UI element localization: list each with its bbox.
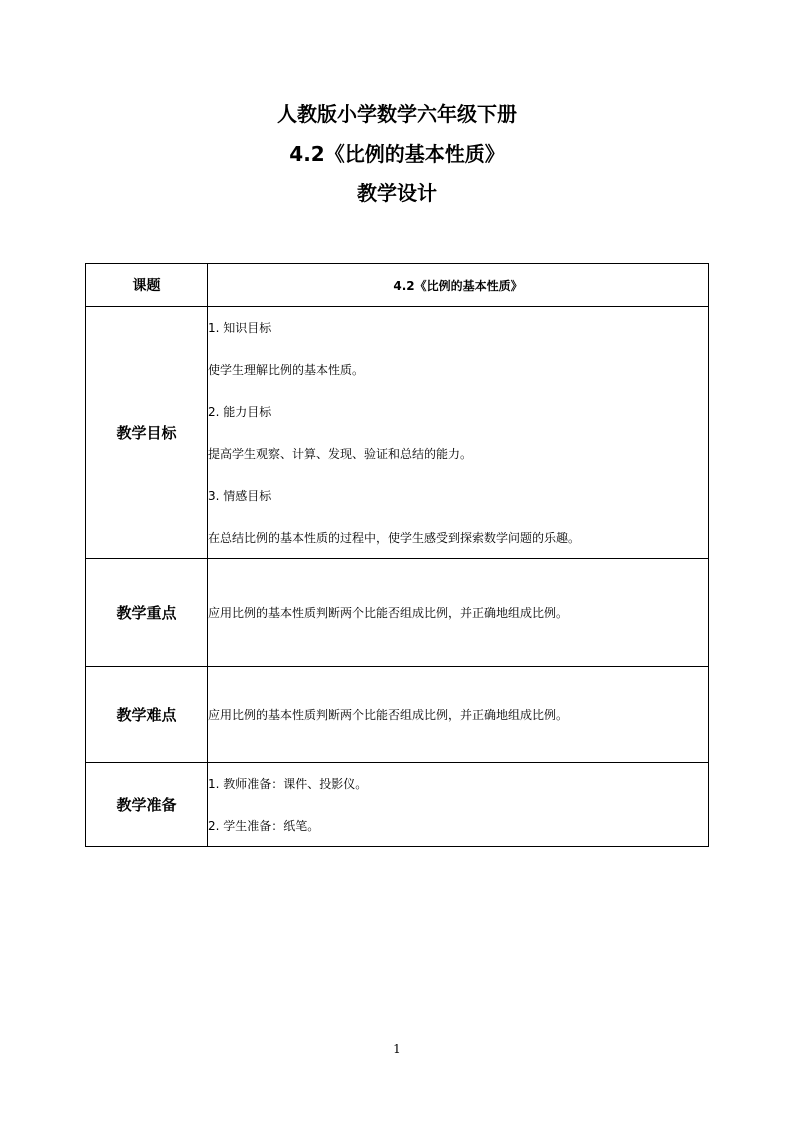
page-number: 1 [393, 1042, 401, 1056]
row-topic [86, 264, 709, 307]
label-preparation: 教学准备 [86, 763, 208, 847]
prep-line: 2. 学生准备：纸笔。 [208, 818, 320, 833]
goal-line: 在总结比例的基本性质的过程中，使学生感受到探索数学问题的乐趣。 [208, 530, 581, 545]
preparation-content [208, 763, 709, 847]
document-title [0, 104, 794, 222]
prep-line: 1. 教师准备：课件、投影仪。 [208, 776, 368, 791]
row-key-points [86, 559, 709, 667]
difficulties-text: 应用比例的基本性质判断两个比能否组成比例，并正确地组成比例。 [208, 667, 709, 763]
row-difficulties [86, 667, 709, 763]
label-goals: 教学目标 [86, 307, 208, 559]
title-textbook: 人教版小学数学六年级下册 [277, 102, 517, 126]
row-preparation [86, 763, 709, 847]
title-lesson: 4.2《比例的基本性质》 [289, 142, 505, 166]
goal-line: 1. 知识目标 [208, 320, 272, 335]
goal-line: 3. 情感目标 [208, 488, 272, 503]
label-key-points: 教学重点 [86, 559, 208, 667]
lesson-plan-table [85, 263, 709, 847]
key-points-text: 应用比例的基本性质判断两个比能否组成比例，并正确地组成比例。 [208, 559, 709, 667]
goal-line: 提高学生观察、计算、发现、验证和总结的能力。 [208, 446, 473, 461]
label-topic: 课题 [86, 264, 208, 307]
topic-value: 4.2《比例的基本性质》 [208, 264, 709, 307]
row-goals [86, 307, 709, 559]
title-design: 教学设计 [357, 181, 437, 205]
goal-line: 2. 能力目标 [208, 404, 272, 419]
goals-content [208, 307, 709, 559]
label-difficulties: 教学难点 [86, 667, 208, 763]
goal-line: 使学生理解比例的基本性质。 [208, 362, 365, 377]
